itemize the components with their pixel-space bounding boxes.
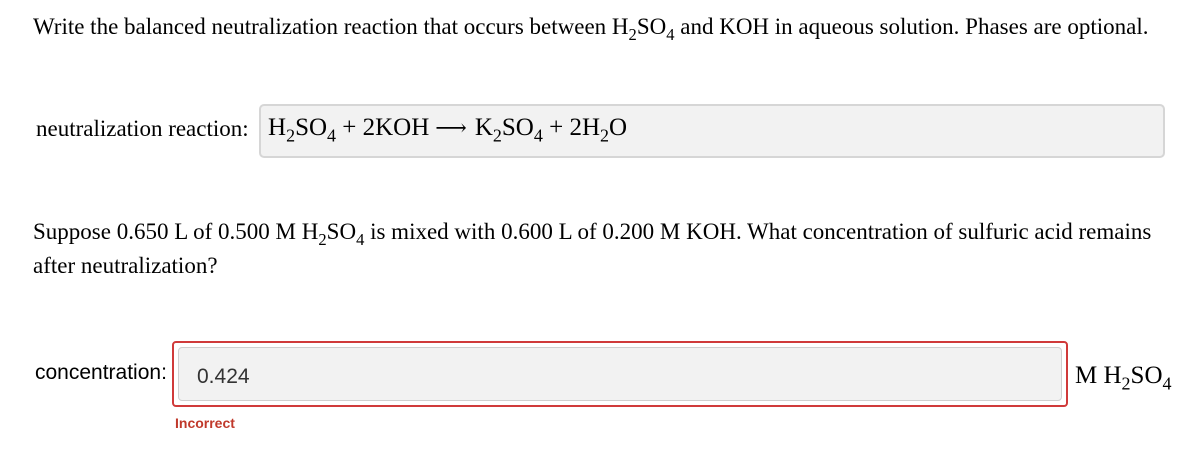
eq-sub: 2	[286, 125, 296, 146]
eq-sub: 2	[492, 125, 502, 146]
concentration-unit	[1075, 362, 1172, 394]
question-1-text	[33, 14, 1149, 44]
q1-text-start: Write the balanced neutralization reaction that occurs between H	[33, 14, 629, 39]
reaction-label: neutralization reaction:	[36, 116, 249, 141]
eq-sub: 2	[600, 125, 610, 146]
q2-text-so: SO	[326, 219, 357, 244]
reaction-arrow-icon: ⟶	[435, 115, 467, 140]
reaction-equation	[268, 114, 628, 146]
incorrect-feedback: Incorrect	[175, 415, 235, 431]
eq-sub: 4	[533, 125, 543, 146]
q2-subscript: 2	[318, 229, 327, 249]
eq-koh: + 2KOH	[336, 114, 430, 141]
concentration-input-wrapper[interactable]	[172, 341, 1068, 407]
unit-m-h: M H	[1075, 362, 1122, 389]
concentration-input[interactable]: 0.424	[178, 347, 1062, 401]
eq-water: + 2H	[542, 114, 601, 141]
unit-sub: 2	[1121, 373, 1131, 394]
q1-text-end: and KOH in aqueous solution. Phases are optional.	[674, 14, 1149, 39]
eq-so: SO	[295, 114, 328, 141]
q1-subscript: 2	[628, 24, 637, 44]
eq-sub: 4	[327, 125, 337, 146]
eq-h: H	[268, 114, 287, 141]
unit-so: SO	[1130, 362, 1163, 389]
eq-so: SO	[501, 114, 534, 141]
q1-subscript: 4	[666, 24, 675, 44]
q2-subscript: 4	[356, 229, 365, 249]
concentration-label: concentration:	[35, 361, 167, 384]
q2-text-end: is mixed with 0.600 L of 0.200 M KOH. What concentration of sulfuric acid remains after neutralization?	[33, 219, 1152, 278]
eq-o: O	[609, 114, 628, 141]
question-2-text	[33, 215, 1173, 283]
q1-text-so: SO	[636, 14, 667, 39]
unit-sub: 4	[1162, 373, 1172, 394]
q2-text-start: Suppose 0.650 L of 0.500 M H	[33, 219, 319, 244]
eq-k: K	[474, 114, 493, 141]
